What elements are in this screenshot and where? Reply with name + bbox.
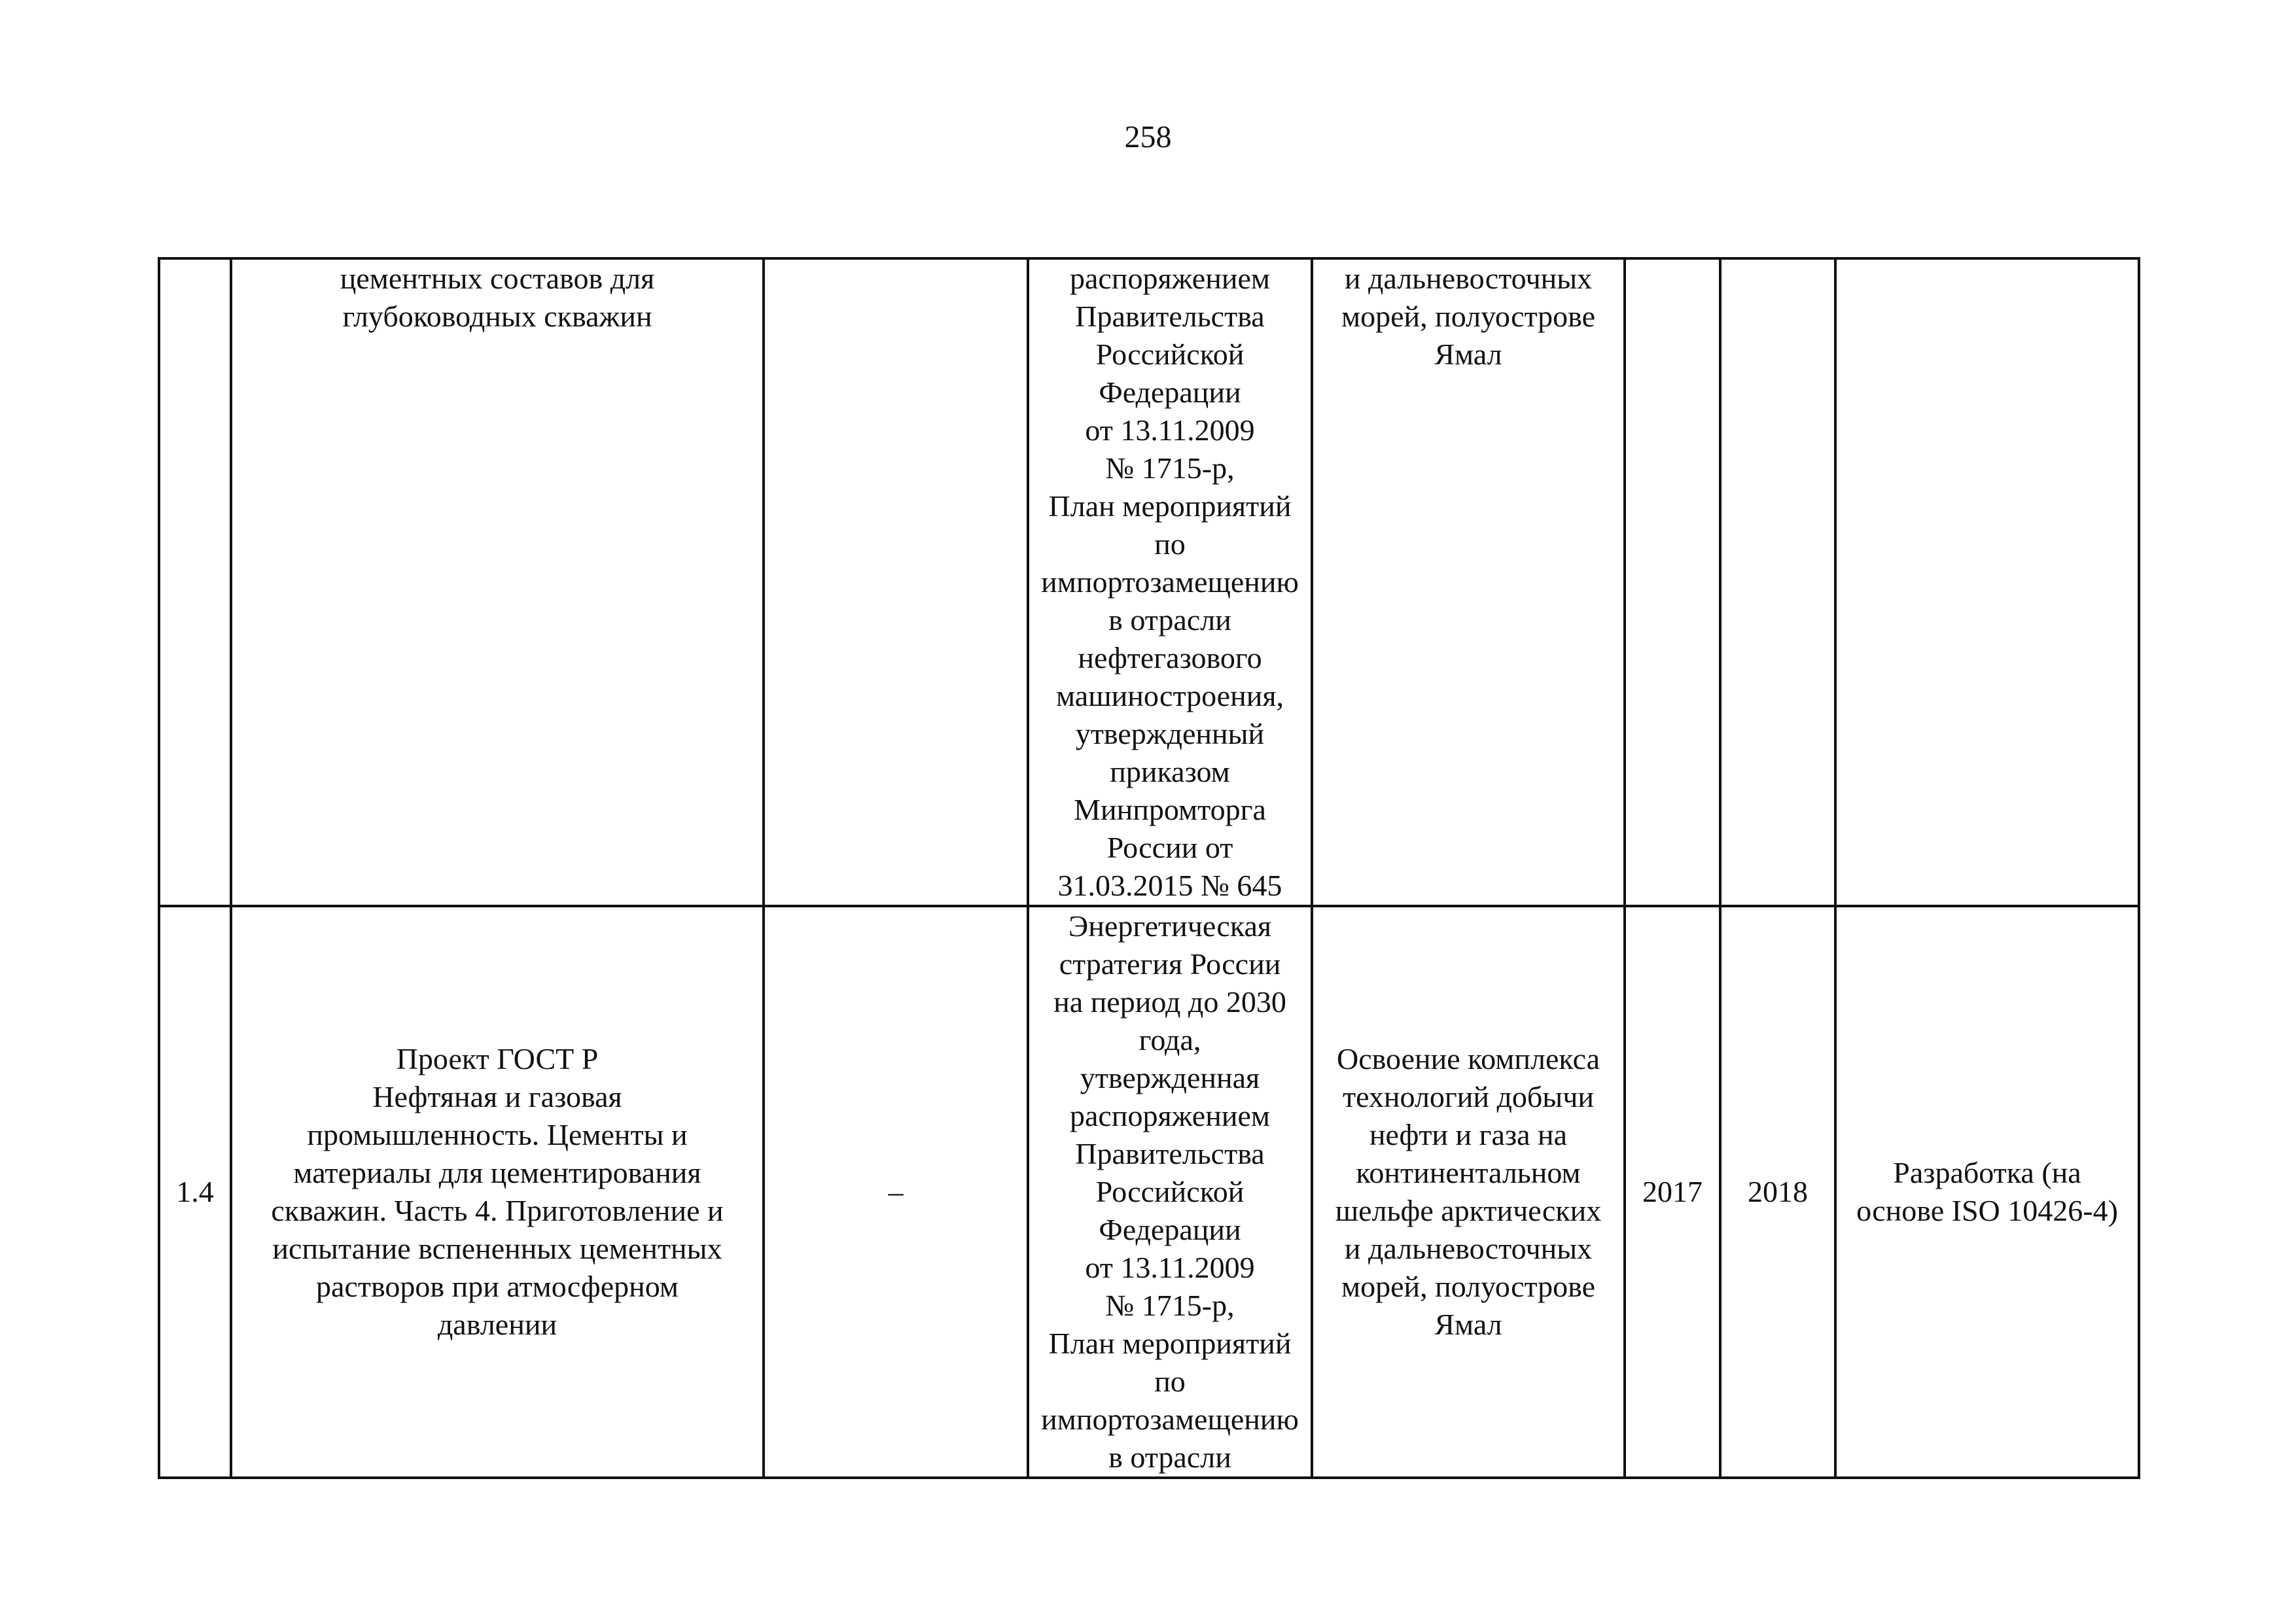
text-line: Нефтяная и газовая <box>372 1080 622 1113</box>
replaces-cell <box>764 258 1028 906</box>
text-line: распоряжением <box>1070 1099 1270 1132</box>
table-row <box>159 258 2139 906</box>
text-line: импортозамещению <box>1041 1403 1299 1436</box>
end-year-cell <box>1720 258 1835 906</box>
row-number-cell: 1.4 <box>159 906 231 1478</box>
text-line: Минпромторга <box>1074 793 1266 826</box>
text-line: Освоение комплекса <box>1336 1042 1600 1075</box>
text-line: Энергетическая <box>1068 909 1272 943</box>
basis-cell <box>1028 258 1312 906</box>
text-line: глубоководных скважин <box>342 300 652 333</box>
text-line: цементных составов для <box>340 262 655 295</box>
text-line: Ямал <box>1434 1308 1502 1341</box>
text-line: шельфе арктических <box>1335 1194 1602 1227</box>
text-line: План мероприятий <box>1048 1327 1292 1360</box>
text-line: и дальневосточных <box>1344 1232 1593 1265</box>
text-line: Правительства <box>1075 1137 1265 1170</box>
text-line: стратегия России <box>1059 947 1281 981</box>
title-lines <box>236 260 758 336</box>
text-line: Российской <box>1095 1175 1245 1208</box>
text-line: испытание вспененных цементных <box>272 1232 722 1265</box>
text-line: Правительства <box>1075 300 1265 333</box>
text-line: России от <box>1106 831 1233 864</box>
start-year-cell <box>1625 258 1720 906</box>
replaces-cell: – <box>764 906 1028 1478</box>
text-line: импортозамещению <box>1041 565 1299 599</box>
purpose-lines <box>1317 260 1619 374</box>
text-line: скважин. Часть 4. Приготовление и <box>271 1194 724 1227</box>
text-line: План мероприятий <box>1048 489 1292 523</box>
standards-table <box>158 257 2140 1479</box>
text-line: основе ISO 10426-4) <box>1856 1194 2118 1227</box>
text-line: по <box>1154 1365 1186 1398</box>
note-lines <box>1841 1154 2134 1230</box>
text-line: распоряжением <box>1070 262 1270 295</box>
text-line: и дальневосточных <box>1344 262 1593 295</box>
text-line: № 1715-р, <box>1105 1289 1235 1322</box>
basis-lines <box>1033 260 1307 905</box>
text-line: давлении <box>437 1308 557 1341</box>
text-line: нефтегазового <box>1078 641 1262 674</box>
text-line: утвержденная <box>1080 1061 1260 1094</box>
text-line: в отрасли <box>1108 603 1231 637</box>
text-line: утвержденный <box>1075 717 1265 750</box>
text-line: Федерации <box>1099 375 1241 409</box>
basis-lines <box>1033 907 1307 1476</box>
text-line: континентальном <box>1356 1156 1581 1189</box>
text-line: морей, полуострове <box>1341 300 1596 333</box>
purpose-cell <box>1312 906 1625 1478</box>
title-cell <box>231 906 764 1478</box>
text-line: Федерации <box>1099 1213 1241 1246</box>
text-line: на период до 2030 <box>1053 985 1286 1019</box>
page-number: 258 <box>1124 120 1172 154</box>
text-line: от 13.11.2009 <box>1085 413 1255 447</box>
start-year-cell: 2017 <box>1625 906 1720 1478</box>
text-line: Российской <box>1095 338 1245 371</box>
note-cell <box>1835 906 2139 1478</box>
text-line: промышленность. Цементы и <box>307 1118 688 1151</box>
text-line: морей, полуострове <box>1341 1270 1596 1303</box>
text-line: Ямал <box>1434 338 1502 371</box>
purpose-lines <box>1317 1040 1619 1344</box>
basis-cell <box>1028 906 1312 1478</box>
table-row <box>159 906 2139 1478</box>
text-line: технологий добычи <box>1343 1080 1594 1113</box>
text-line: Разработка (на <box>1893 1156 2081 1189</box>
text-line: Проект ГОСТ Р <box>396 1042 599 1075</box>
text-line: в отрасли <box>1108 1440 1231 1474</box>
text-line: № 1715-р, <box>1105 451 1235 485</box>
title-lines <box>236 1040 758 1344</box>
text-line: нефти и газа на <box>1369 1118 1568 1151</box>
purpose-cell <box>1312 258 1625 906</box>
text-line: приказом <box>1110 755 1230 788</box>
text-line: машиностроения, <box>1056 679 1284 712</box>
text-line: материалы для цементирования <box>293 1156 701 1189</box>
text-line: растворов при атмосферном <box>316 1270 679 1303</box>
text-line: от 13.11.2009 <box>1085 1251 1255 1284</box>
text-line: 31.03.2015 № 645 <box>1057 869 1282 902</box>
title-cell <box>231 258 764 906</box>
text-line: года, <box>1139 1023 1201 1056</box>
text-line: по <box>1154 527 1186 561</box>
note-cell <box>1835 258 2139 906</box>
end-year-cell: 2018 <box>1720 906 1835 1478</box>
row-number-cell <box>159 258 231 906</box>
